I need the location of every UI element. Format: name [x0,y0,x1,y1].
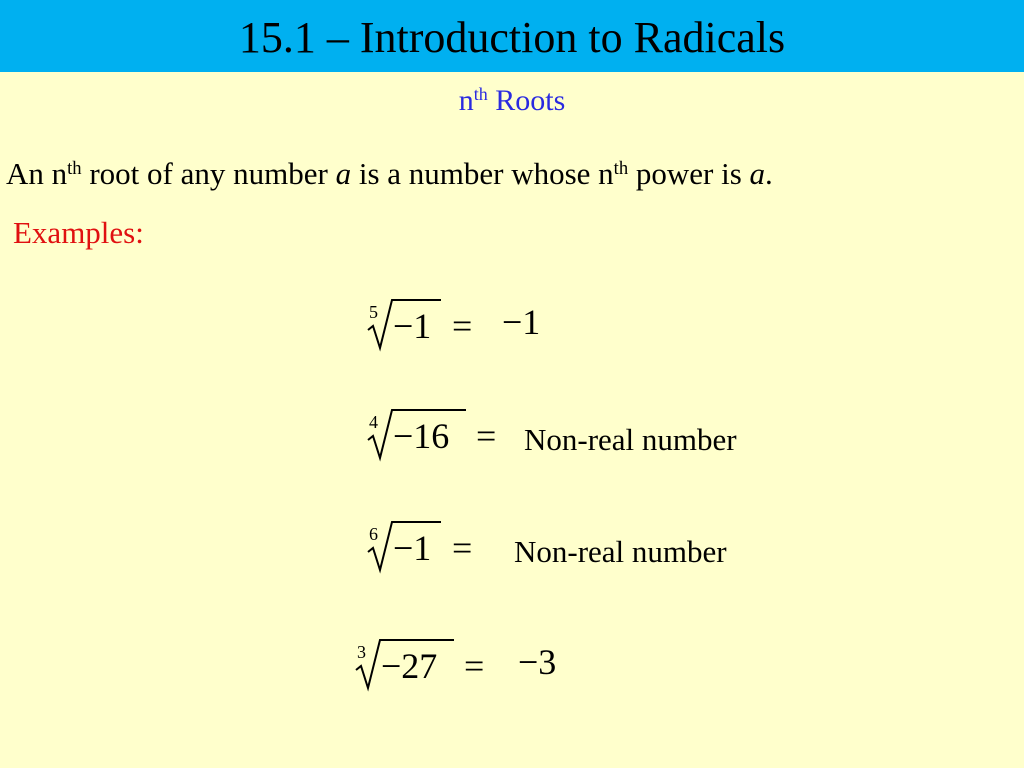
example-result: −3 [518,642,557,682]
definition-sup1: th [67,157,82,179]
definition-part2: root of any number [81,156,336,191]
definition-part5: . [765,156,773,191]
root-index: 6 [369,524,378,544]
root-index: 4 [369,412,378,432]
example-3 [366,518,796,578]
radicand: −27 [381,646,438,686]
definition-var1: a [335,156,352,191]
subtitle-sup: th [473,84,488,105]
definition-text [6,156,773,192]
subtitle-rest: Roots [487,84,566,117]
radicand: −1 [393,528,432,568]
radicand: −1 [393,306,432,346]
example-result: Non-real number [524,422,737,457]
examples-label: Examples: [13,215,144,250]
example-4 [354,636,584,696]
equals-sign: = [452,528,473,568]
equals-sign: = [452,306,473,346]
radicand: −16 [393,416,450,456]
definition-var2: a [749,156,766,191]
definition-sup2: th [613,157,629,179]
slide-subtitle [0,84,1024,118]
subtitle-base: n [458,84,474,117]
equals-sign: = [464,646,485,686]
example-2 [366,406,806,466]
slide-title: 15.1 – Introduction to Radicals [238,13,786,62]
equals-sign: = [476,416,497,456]
root-index: 5 [369,302,378,322]
definition-part1: An n [6,156,68,191]
example-result: −1 [502,302,541,342]
example-1 [366,296,566,356]
root-index: 3 [357,642,366,662]
example-result: Non-real number [514,534,727,569]
definition-part3: is a number whose n [351,156,614,191]
definition-part4: power is [628,156,750,191]
title-bar [0,0,1024,72]
